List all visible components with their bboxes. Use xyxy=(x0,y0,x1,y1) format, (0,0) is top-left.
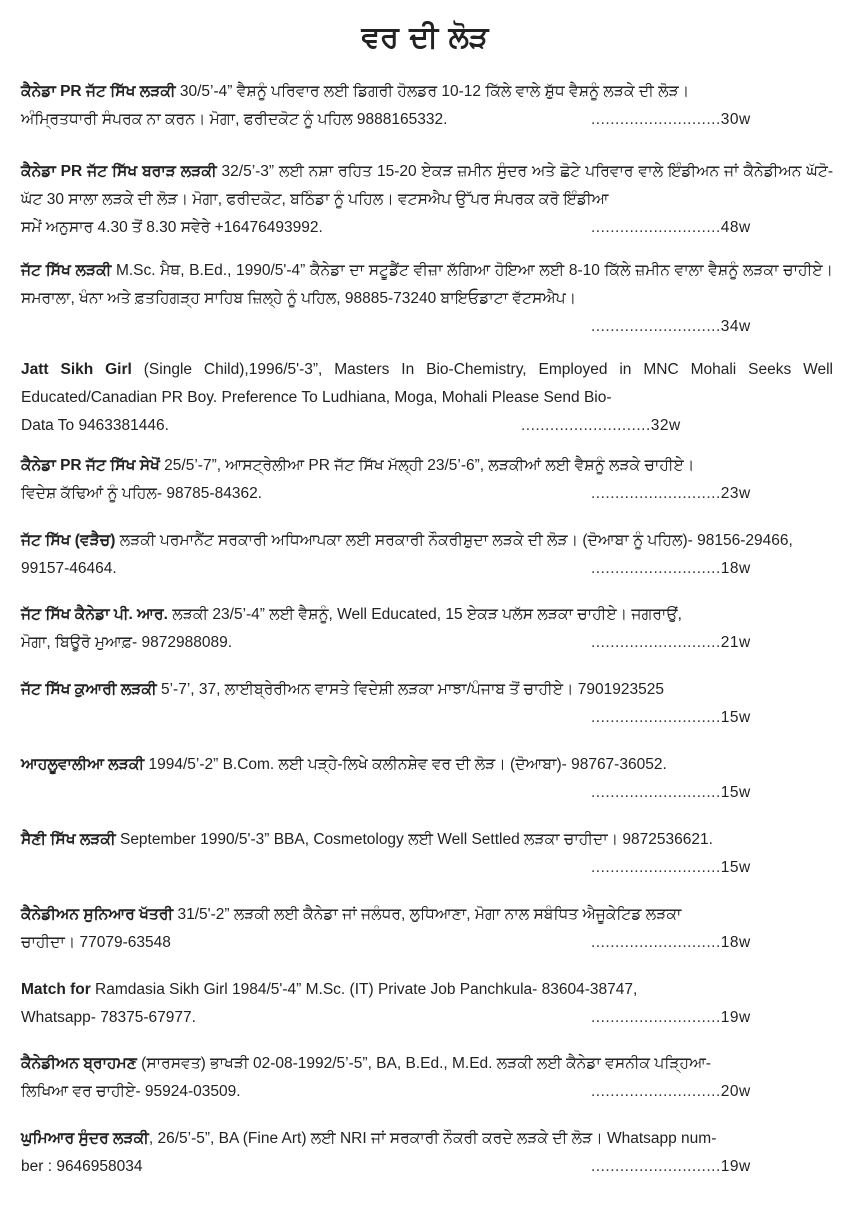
ad-lead: Match for xyxy=(21,981,91,998)
ad-tail: ਅੰਮ੍ਰਿਤਧਾਰੀ ਸੰਪਰਕ ਨਾ ਕਰਨ। ਮੋਗਾ, ਫਰੀਦਕੋਟ ਨੂੰ ਪਹਿਲ 9888165332. xyxy=(21,111,448,128)
ad-price: 23w xyxy=(720,485,751,502)
ad-body: , 26/5’-5”, BA (Fine Art) ਲਈ NRI ਜਾਂ ਸਰਕਾਰੀ ਨੌਕਰੀ ਕਰਦੇ ਲੜਕੇ ਦੀ ਲੋੜ। Whatsapp num- xyxy=(148,1130,717,1147)
ad-price: 15w xyxy=(720,859,751,876)
ad-listing xyxy=(21,1125,833,1181)
ad-price: 32w xyxy=(650,417,681,434)
ad-lead: ਕੈਨੇਡੀਅਨ ਬ੍ਰਾਹਮਣ xyxy=(21,1055,137,1072)
ad-price: 20w xyxy=(720,1083,751,1100)
ad-dots: ........................... xyxy=(521,417,651,434)
ad-lead: ਕੈਨੇਡਾ PR ਜੱਟ ਸਿੱਖ ਬਰਾੜ ਲੜਕੀ xyxy=(21,163,217,180)
ad-dots: ........................... xyxy=(591,1009,721,1026)
ad-lead: ਜੱਟ ਸਿੱਖ ਲੜਕੀ xyxy=(21,262,112,279)
ad-price: 15w xyxy=(720,709,751,726)
ad-dots: ........................... xyxy=(591,219,721,236)
ad-lead: ਕੈਨੇਡੀਅਨ ਸੁਨਿਆਰ ਖੱਤਰੀ xyxy=(21,906,174,923)
ad-body: 25/5’-7”, ਆਸਟ੍ਰੇਲੀਆ PR ਜੱਟ ਸਿੱਖ ਮੱਲ੍ਹੀ 23/5’-6”, ਲੜਕੀਆਂ ਲਈ ਵੈਸ਼ਨੂੰ ਲੜਕੇ ਚਾਹੀਏ। xyxy=(159,457,695,474)
ad-body: September 1990/5'-3” BBA, Cosmetology ਲਈ Well Settled ਲੜਕਾ ਚਾਹੀਦਾ। 9872536621. xyxy=(115,831,713,848)
ad-price: 15w xyxy=(720,784,751,801)
ad-tail: ਸਮੇਂ ਅਨੁਸਾਰ 4.30 ਤੋਂ 8.30 ਸਵੇਰੇ +16476493992. xyxy=(21,219,323,236)
ad-price: 34w xyxy=(720,318,751,335)
ad-listing xyxy=(21,601,833,657)
ad-dots: ........................... xyxy=(591,859,721,876)
ad-tail: ਮੋਗਾ, ਬਿਊਰੋ ਮੁਆਫ਼- 9872988089. xyxy=(21,634,233,651)
ad-dots: ........................... xyxy=(591,709,721,726)
ad-lead: ਸੈਣੀ ਸਿੱਖ ਲੜਕੀ xyxy=(21,831,116,848)
ad-lead: ਜੱਟ ਸਿੱਖ ਕੁਆਰੀ ਲੜਕੀ xyxy=(21,681,157,698)
ad-listing xyxy=(21,78,833,134)
ad-dots: ........................... xyxy=(591,111,721,128)
ad-lead: ਜੱਟ ਸਿੱਖ ਕੈਨੇਡਾ ਪੀ. ਆਰ. xyxy=(21,606,168,623)
ad-dots: ........................... xyxy=(591,1158,721,1175)
ad-body: 32/5’-3” ਲਈ ਨਸ਼ਾ ਰਹਿਤ 15-20 ਏਕੜ ਜ਼ਮੀਨ ਸੁੰਦਰ ਅਤੇ ਛੋਟੇ ਪਰਿਵਾਰ ਵਾਲੇ ਇੰਡੀਅਨ ਜਾਂ ਕੈਨੇਡੀਅਨ ਘੱਟੋ-ਘੱਟ 30 ਸਾਲਾ ਲੜਕੇ ਦੀ ਲੋੜ। ਮੋਗਾ, ਫਰੀਦਕੋਟ, ਬਠਿੰਡਾ ਨੂੰ ਪਹਿਲ। ਵਟਸਐਪ ਉੱਪਰ ਸੰਪਰਕ ਕਰੋ ਇੰਡੀਆ xyxy=(21,163,834,208)
ad-lead: ਆਹਲੂਵਾਲੀਆ ਲੜਕੀ xyxy=(21,756,145,773)
ad-tail: 99157-46464. xyxy=(21,560,117,577)
ad-body: (ਸਾਰਸਵਤ) ਭਾਖੜੀ 02-08-1992/5’-5”, BA, B.Ed., M.Ed. ਲੜਕੀ ਲਈ ਕੈਨੇਡਾ ਵਸਨੀਕ ਪੜ੍ਹਿਆ- xyxy=(136,1055,712,1072)
ad-dots: ........................... xyxy=(591,1083,721,1100)
ad-dots: ........................... xyxy=(591,784,721,801)
ad-listing xyxy=(21,356,833,440)
ad-listing xyxy=(21,976,833,1032)
ad-listing xyxy=(21,257,833,341)
ad-price: 19w xyxy=(720,1009,751,1026)
ad-listing xyxy=(21,826,833,882)
ad-listing xyxy=(21,1050,833,1106)
ad-tail: Data To 9463381446. xyxy=(21,417,169,434)
ad-dots: ........................... xyxy=(591,485,721,502)
ad-tail: ਵਿਦੇਸ਼ ਕੱਢਿਆਂ ਨੂੰ ਪਹਿਲ- 98785-84362. xyxy=(21,485,262,502)
ad-body: 1994/5’-2” B.Com. ਲਈ ਪੜ੍ਹੇ-ਲਿਖੇ ਕਲੀਨਸ਼ੇਵ ਵਰ ਦੀ ਲੋੜ। (ਦੋਆਬਾ)- 98767-36052. xyxy=(144,756,667,773)
ad-body: Ramdasia Sikh Girl 1984/5'-4” M.Sc. (IT) Private Job Panchkula- 83604-38747, xyxy=(90,981,638,998)
ad-price: 48w xyxy=(720,219,751,236)
ad-tail: Whatsapp- 78375-67977. xyxy=(21,1009,196,1026)
page-title: ਵਰ ਦੀ ਲੋੜ xyxy=(361,20,489,55)
ad-price: 19w xyxy=(720,1158,751,1175)
ad-body: ਲੜਕੀ 23/5’-4” ਲਈ ਵੈਸ਼ਨੂੰ, Well Educated, 15 ਏਕੜ ਪਲੱਸ ਲੜਕਾ ਚਾਹੀਏ। ਜਗਰਾਉਂ, xyxy=(167,606,682,623)
ad-body: ਲੜਕੀ ਪਰਮਾਨੈਂਟ ਸਰਕਾਰੀ ਅਧਿਆਪਕਾ ਲਈ ਸਰਕਾਰੀ ਨੌਕਰੀਸ਼ੁਦਾ ਲੜਕੇ ਦੀ ਲੋੜ। (ਦੋਆਬਾ ਨੂੰ ਪਹਿਲ)- 98156-29466, xyxy=(115,532,793,549)
ad-lead: ਕੈਨੇਡਾ PR ਜੱਟ ਸਿੱਖ ਲੜਕੀ xyxy=(21,83,176,100)
ad-lead: ਘੁਮਿਆਰ ਸੁੰਦਰ ਲੜਕੀ xyxy=(21,1130,149,1147)
ad-price: 30w xyxy=(720,111,751,128)
ad-listing xyxy=(21,527,833,583)
ad-price: 18w xyxy=(720,560,751,577)
ad-lead: ਜੱਟ ਸਿੱਖ (ਵੜੈਚ) xyxy=(21,532,116,549)
ad-body: M.Sc. ਮੈਥ, B.Ed., 1990/5'-4” ਕੈਨੇਡਾ ਦਾ ਸਟੂਡੈਂਟ ਵੀਜ਼ਾ ਲੱਗਿਆ ਹੋਇਆ ਲਈ 8-10 ਕਿੱਲੇ ਜ਼ਮੀਨ ਵਾਲਾ ਵੈਸ਼ਨੂੰ ਲੜਕਾ ਚਾਹੀਏ। ਸਮਰਾਲਾ, ਖੰਨਾ ਅਤੇ ਫ਼ਤਹਿਗੜ੍ਹ ਸਾਹਿਬ ਜ਼ਿਲ੍ਹੇ ਨੂੰ ਪਹਿਲ, 98885-73240 ਬਾਇਓਡਾਟਾ ਵੱਟਸਐਪ। xyxy=(21,262,833,307)
ad-body: 30/5’-4” ਵੈਸ਼ਨੂੰ ਪਰਿਵਾਰ ਲਈ ਡਿਗਰੀ ਹੋਲਡਰ 10-12 ਕਿੱਲੇ ਵਾਲੇ ਸ਼ੁੱਧ ਵੈਸ਼ਨੂੰ ਲੜਕੇ ਦੀ ਲੋੜ। xyxy=(175,83,690,100)
ad-price: 18w xyxy=(720,934,751,951)
ad-listing xyxy=(21,452,833,508)
ad-dots: ........................... xyxy=(591,560,721,577)
ad-body: (Single Child),1996/5'-3”, Masters In Bio-Chemistry, Employed in MNC Mohali Seeks Well Educated/Canadian PR Boy. Preference To Ludhiana, Moga, Mohali Please Send Bio- xyxy=(21,361,833,406)
ad-body: 31/5'-2” ਲੜਕੀ ਲਈ ਕੈਨੇਡਾ ਜਾਂ ਜਲੰਧਰ, ਲੁਧਿਆਣਾ, ਮੋਗਾ ਨਾਲ ਸਬੰਧਿਤ ਐਜੂਕੇਟਿਡ ਲੜਕਾ xyxy=(173,906,682,923)
ad-tail: ਚਾਹੀਦਾ। 77079-63548 xyxy=(21,934,171,951)
ad-tail: ਲਿਖਿਆ ਵਰ ਚਾਹੀਏ- 95924-03509. xyxy=(21,1083,241,1100)
ad-lead: ਕੈਨੇਡਾ PR ਜੱਟ ਸਿੱਖ ਸੇਖੋਂ xyxy=(21,457,160,474)
ad-price: 21w xyxy=(720,634,751,651)
ad-listing xyxy=(21,676,833,732)
ad-listing xyxy=(21,751,833,807)
ad-listing xyxy=(21,158,833,242)
ad-listing xyxy=(21,901,833,957)
ad-dots: ........................... xyxy=(591,934,721,951)
ad-dots: ........................... xyxy=(591,634,721,651)
ad-dots: ........................... xyxy=(591,318,721,335)
ad-body: 5’-7’, 37, ਲਾਈਬ੍ਰੇਰੀਅਨ ਵਾਸਤੇ ਵਿਦੇਸ਼ੀ ਲੜਕਾ ਮਾਝਾ/ਪੰਜਾਬ ਤੋਂ ਚਾਹੀਏ। 7901923525 xyxy=(156,681,664,698)
ad-lead: Jatt Sikh Girl xyxy=(21,361,132,378)
ad-tail: ber : 9646958034 xyxy=(21,1158,143,1175)
